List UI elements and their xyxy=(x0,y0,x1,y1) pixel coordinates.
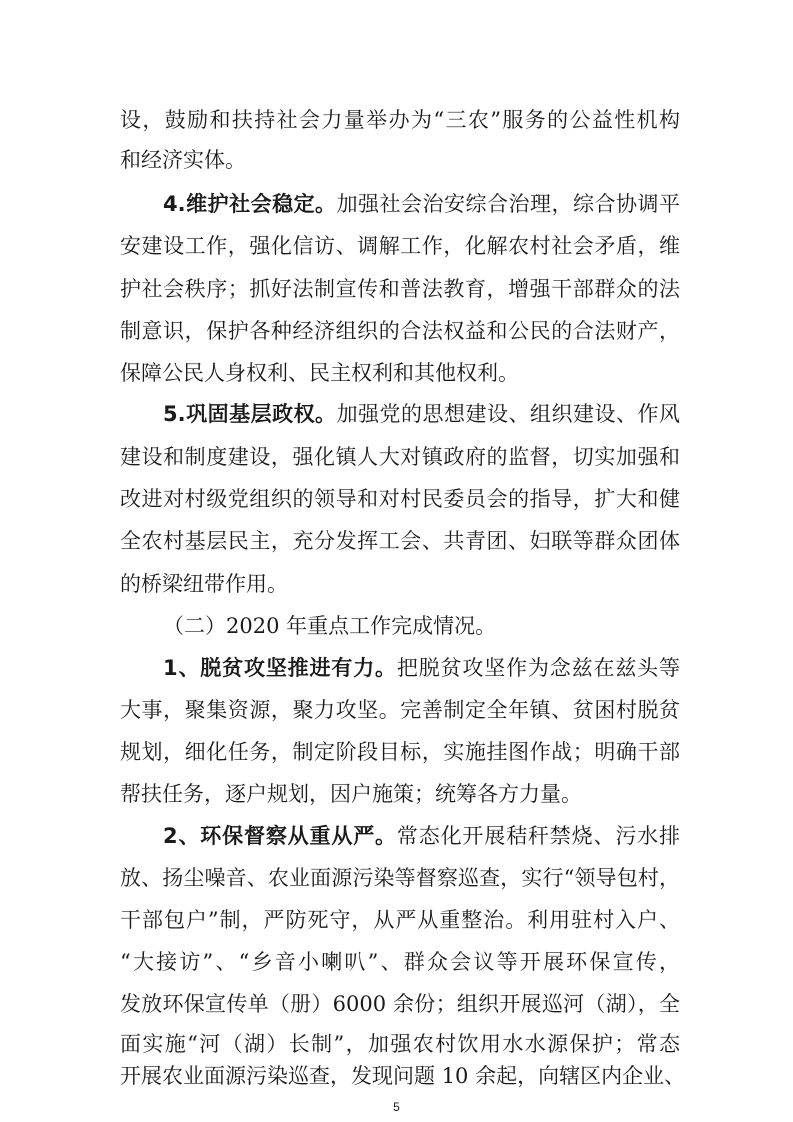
text-line: 发放环保宣传单（册）6000 余份；组织开展巡河（湖），全 xyxy=(120,992,680,1016)
text-run: 常态化开展秸秆禁烧、污水排 xyxy=(396,824,680,848)
paragraph-first-line xyxy=(163,400,680,428)
text-line: 建设和制度建设，强化镇人大对镇政府的监督，切实加强和 xyxy=(120,445,680,469)
text-line: 改进对村级党组织的领导和对村民委员会的指导，扩大和健 xyxy=(120,487,680,511)
text-line: 保障公民人身权利、民主权利和其他权利。 xyxy=(120,361,519,385)
text-line: 护社会秩序；抓好法制宣传和普法教育，增强干部群众的法 xyxy=(120,277,680,301)
page-number: 5 xyxy=(393,1100,400,1114)
text-run: 加强社会治安综合治理，综合协调平 xyxy=(336,192,680,216)
text-line: 全农村基层民主，充分发挥工会、共青团、妇联等群众团体 xyxy=(120,529,680,553)
section-heading: 2、环保督察从重从严。 xyxy=(163,824,397,848)
text-line: 的桥梁纽带作用。 xyxy=(120,572,288,596)
section-heading: 1、脱贫攻坚推进有力。 xyxy=(163,656,397,680)
text-line: 制意识，保护各种经济组织的合法权益和公民的合法财产， xyxy=(120,319,680,343)
text-line: 和经济实体。 xyxy=(120,148,246,172)
text-line: “大接访”、“乡音小喇叭”、群众会议等开展环保宣传， xyxy=(120,950,680,974)
text-line: 安建设工作，强化信访、调解工作，化解农村社会矛盾，维 xyxy=(120,234,680,258)
section-heading: 5.巩固基层政权。 xyxy=(163,402,337,426)
text-run: 把脱贫攻坚作为念兹在兹头等 xyxy=(396,656,680,680)
paragraph-first-line xyxy=(163,822,680,850)
subsection-heading: （二）2020 年重点工作完成情况。 xyxy=(163,614,497,638)
text-line: 开展农业面源污染巡查，发现问题 10 余起，向辖区内企业、 xyxy=(120,1064,686,1088)
section-heading: 4.维护社会稳定。 xyxy=(163,192,337,216)
text-line: 大事，聚集资源，聚力攻坚。完善制定全年镇、贫困村脱贫 xyxy=(120,698,680,722)
paragraph-first-line xyxy=(163,654,680,682)
text-line: 设，鼓励和扶持社会力量举办为“三农”服务的公益性机构 xyxy=(120,108,680,132)
text-run: 加强党的思想建设、组织建设、作风 xyxy=(336,402,680,426)
text-line: 干部包户”制，严防死守，从严从重整治。利用驻村入户、 xyxy=(120,908,680,932)
text-line: 规划，细化任务，制定阶段目标，实施挂图作战；明确干部 xyxy=(120,740,680,764)
text-line: 面实施“河（湖）长制”，加强农村饮用水水源保护；常态 xyxy=(120,1032,680,1056)
text-line: 放、扬尘噪音、农业面源污染等督察巡查，实行“领导包村， xyxy=(120,866,680,890)
paragraph-first-line xyxy=(163,190,680,218)
text-line: 帮扶任务，逐户规划，因户施策；统筹各方力量。 xyxy=(120,782,582,806)
